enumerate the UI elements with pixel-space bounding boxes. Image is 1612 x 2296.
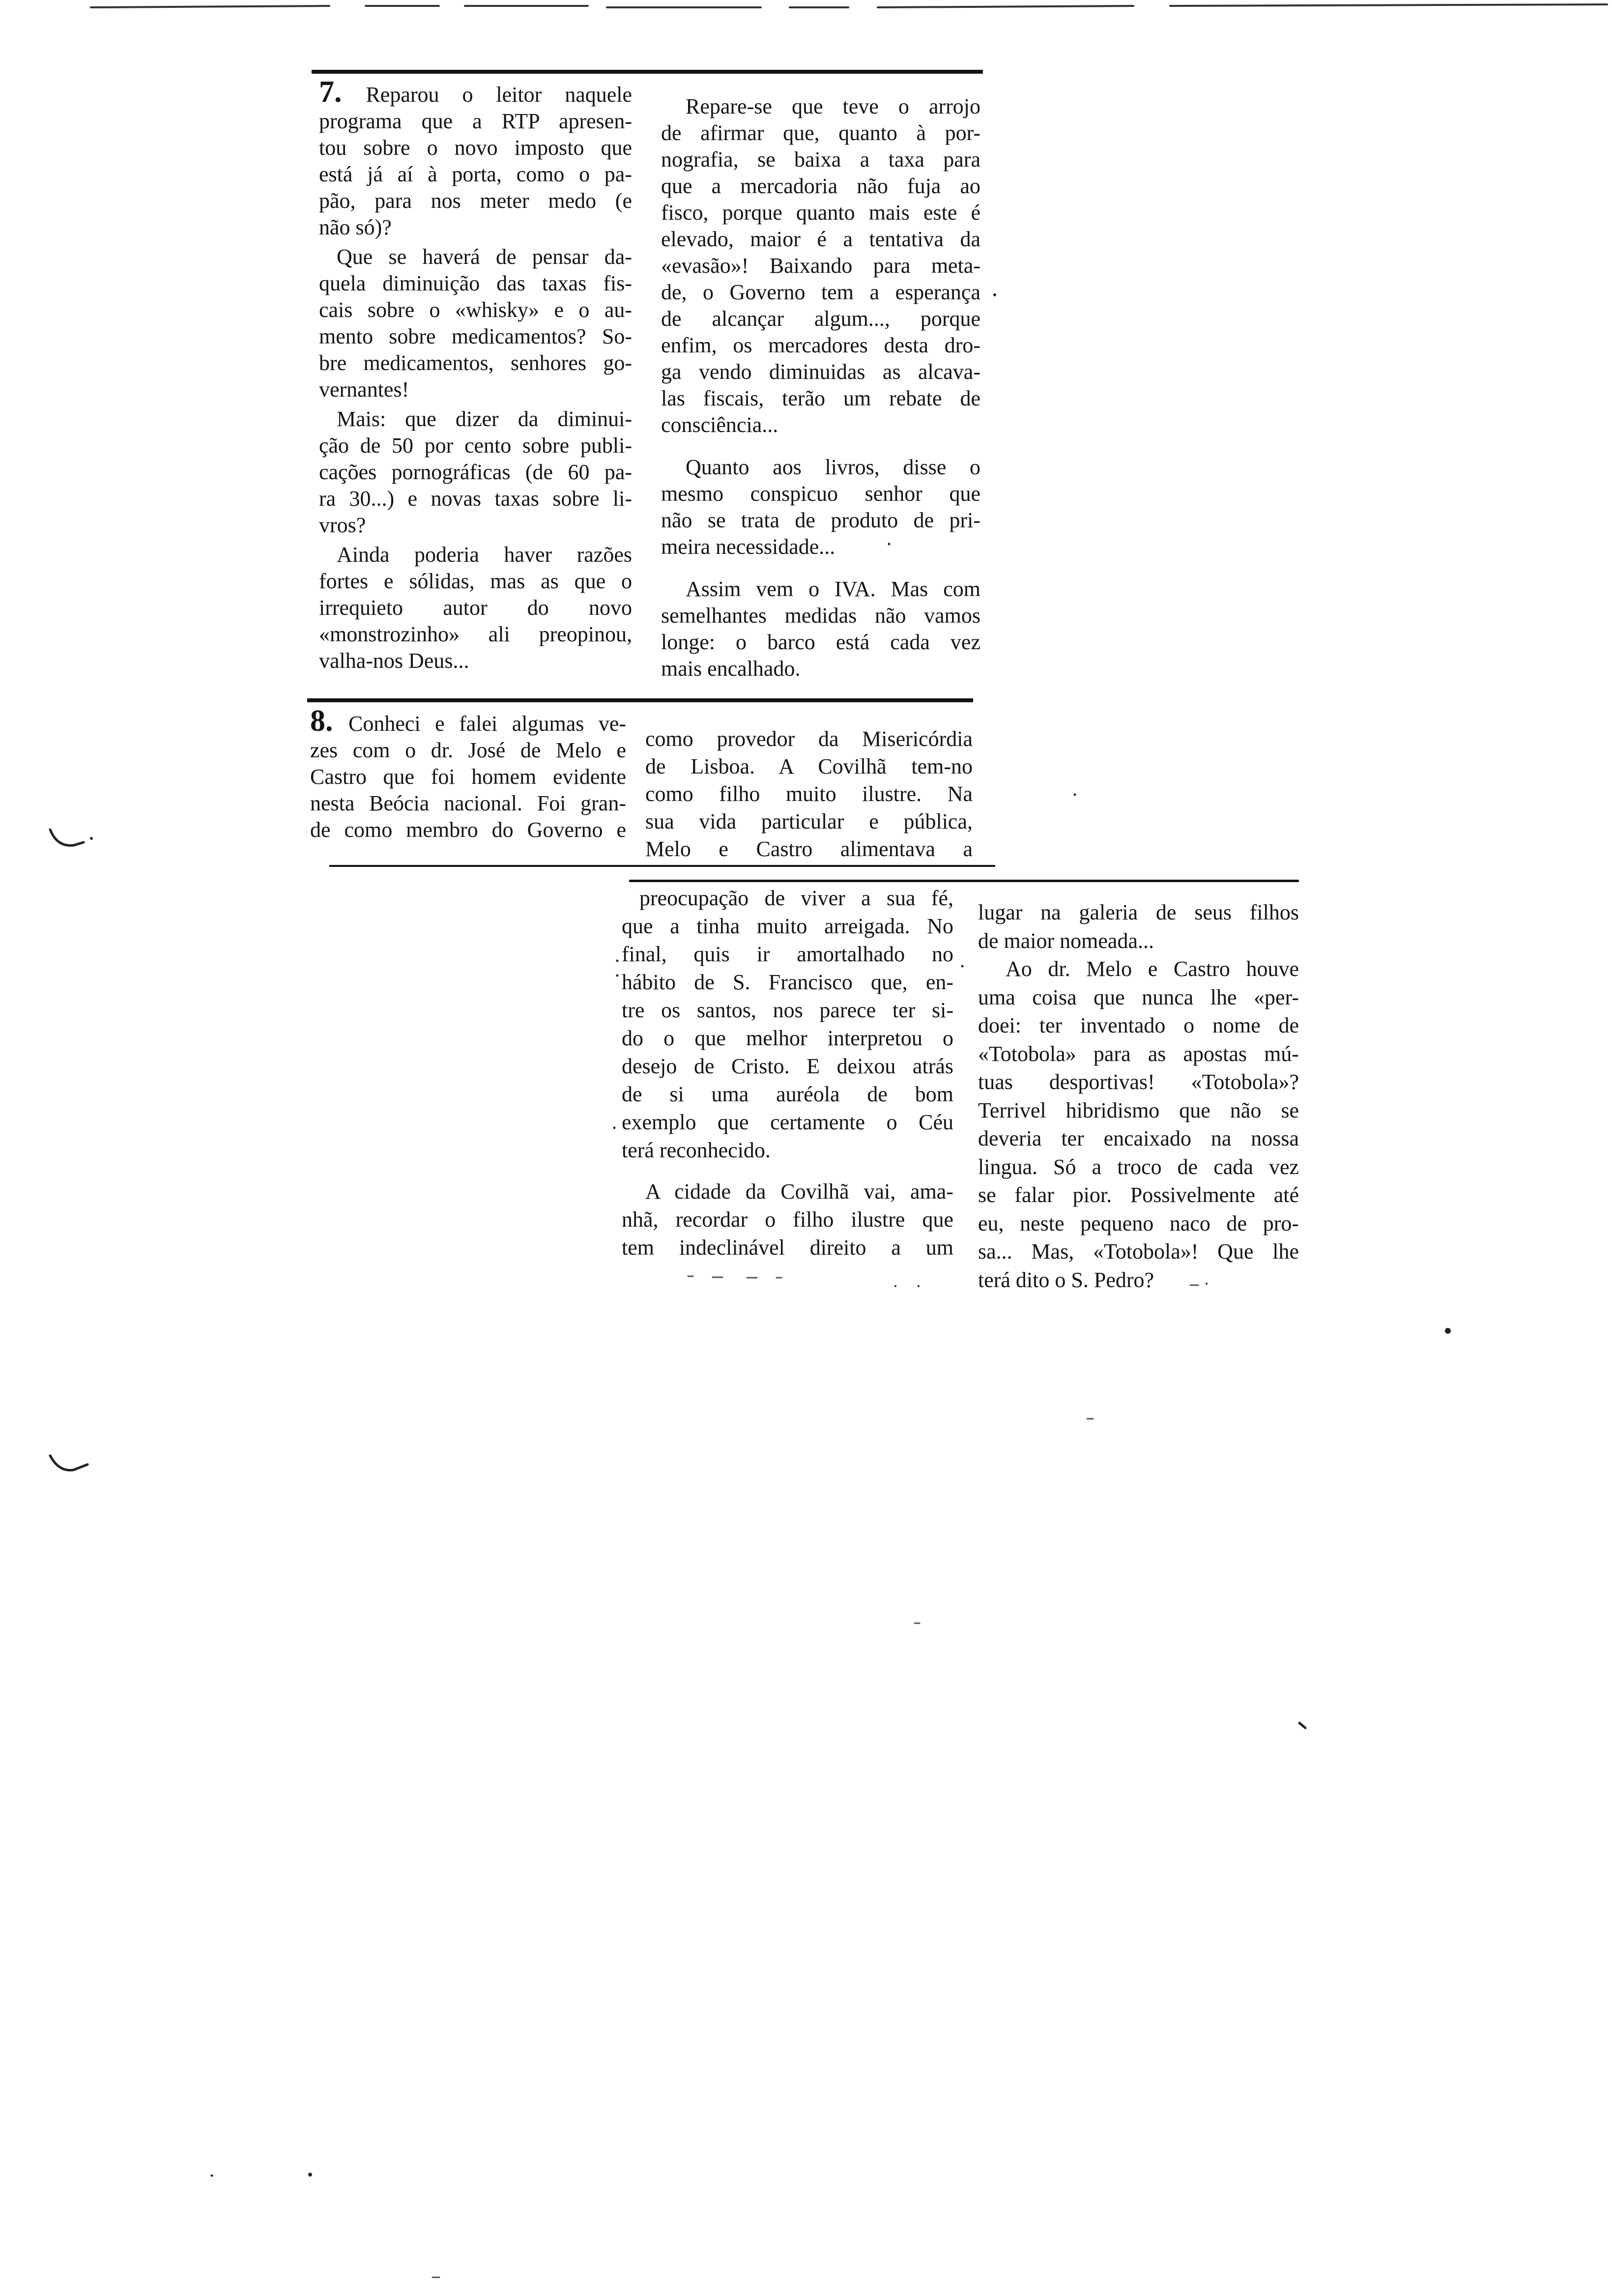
paragraph — [661, 93, 980, 438]
text-line: quela diminuição das taxas fis- — [319, 271, 632, 295]
text-line: de maior nomeada... — [978, 928, 1154, 953]
text-line: Quanto aos livros, disse o — [686, 455, 980, 479]
section-7-column-1 — [319, 75, 633, 674]
scan-speck — [1074, 794, 1076, 796]
text-line: ra 30...) e novas taxas sobre li- — [319, 487, 632, 511]
text-line: de si uma auréola de bom — [622, 1082, 953, 1106]
text-line: longe: o barco está cada vez — [661, 630, 980, 654]
text-line: está já aí à porta, como o pa- — [319, 162, 632, 186]
text-line: Castro que foi homem evidente — [310, 765, 626, 789]
section-8-column-1 — [310, 704, 627, 843]
paragraph — [622, 1177, 953, 1262]
text-line: valha-nos Deus... — [319, 649, 469, 673]
text-line: desejo de Cristo. E deixou atrás — [622, 1054, 953, 1078]
paragraph — [661, 576, 980, 682]
text-line: sa... Mas, «Totobola»! Que lhe — [978, 1239, 1299, 1263]
paragraph — [319, 406, 632, 539]
section-8-column-4 — [978, 898, 1299, 1294]
text-line: preocupação de viver a sua fé, — [639, 886, 953, 910]
text-line: doei: ter inventado o nome de — [978, 1013, 1299, 1037]
text-line: zes com o dr. José de Melo e — [310, 738, 626, 762]
text-line: vros? — [319, 513, 366, 537]
text-line: enfim, os mercadores desta dro- — [661, 333, 980, 357]
paragraph — [978, 955, 1299, 1294]
section-8-column-2 — [645, 725, 973, 863]
text-line: Assim vem o IVA. Mas com — [686, 577, 980, 601]
text-line: bre medicamentos, senhores go- — [319, 351, 632, 375]
text-line: Melo e Castro alimentava a — [645, 837, 973, 861]
text-line: cações pornográficas (de 60 pa- — [319, 460, 632, 484]
text-line: de alcançar algum..., porque — [661, 307, 980, 331]
text-line: las fiscais, terão um rebate de — [661, 386, 980, 410]
paragraph — [661, 454, 980, 560]
section-8-continuation-rule — [629, 880, 1299, 882]
section-number: 8. — [310, 704, 333, 738]
text-line: que a tinha muito arreigada. No — [622, 914, 953, 938]
text-line: cais sobre o «whisky» e o au- — [319, 298, 632, 322]
text-line: exemplo que certamente o Céu — [622, 1110, 953, 1134]
margin-curve-mark — [50, 1456, 87, 1470]
section-8-top-rule — [307, 698, 973, 702]
scan-speck — [613, 1127, 616, 1129]
paragraph — [319, 244, 632, 403]
scan-speck — [1299, 1723, 1305, 1728]
text-line: de, o Governo tem a esperança — [661, 280, 980, 304]
text-line: Que se haverá de pensar da- — [337, 245, 632, 269]
text-line: pão, para nos meter medo (e — [319, 189, 632, 213]
text-line: hábito de S. Francisco que, en- — [622, 970, 953, 994]
text-line: Terrivel hibridismo que não se — [978, 1098, 1299, 1122]
top-edge-line — [1170, 4, 1607, 6]
text-line: final, quis ir amortalhado no — [622, 942, 953, 966]
text-line — [310, 704, 627, 738]
text-line: Repare-se que teve o arrojo — [686, 94, 980, 118]
text-line: lugar na galeria de seus filhos — [978, 900, 1299, 924]
text-line: A cidade da Covilhã vai, ama- — [645, 1179, 953, 1204]
paragraph — [622, 884, 953, 1164]
text-line: uma coisa que nunca lhe «per- — [978, 985, 1299, 1009]
text-line: ga vendo diminuidas as alcava- — [661, 360, 980, 384]
scan-speck — [308, 2173, 312, 2177]
text-line: mesmo conspicuo senhor que — [661, 482, 980, 506]
section-number: 7. — [319, 75, 342, 109]
text-line: Mais: que dizer da diminui- — [337, 407, 632, 431]
text-line: deveria ter encaixado na nossa — [978, 1126, 1299, 1150]
text-line: de como membro do Governo e — [310, 818, 626, 842]
paragraph — [319, 542, 632, 674]
text-line: terá dito o S. Pedro? — [978, 1267, 1154, 1292]
scan-speck — [918, 1285, 920, 1287]
top-edge-line — [91, 6, 329, 7]
paragraph — [310, 704, 627, 843]
text-line-content: Reparou o leitor naquele — [366, 83, 633, 107]
text-line: nografia, se baixa a taxa para — [661, 147, 980, 172]
margin-curve-mark — [50, 830, 84, 845]
text-line: fisco, porque quanto mais este é — [661, 201, 980, 225]
text-line: mento sobre medicamentos? So- — [319, 324, 632, 348]
text-line: se falar pior. Possivelmente até — [978, 1183, 1299, 1207]
scan-speck — [616, 960, 619, 962]
scan-speck — [993, 293, 996, 296]
text-line: sua vida particular e pública, — [645, 809, 973, 833]
text-line: eu, neste pequeno naco de pro- — [978, 1211, 1299, 1235]
text-line: semelhantes medidas não vamos — [661, 603, 980, 628]
text-line: como filho muito ilustre. Na — [645, 782, 973, 806]
paragraph — [319, 75, 633, 241]
text-line: fortes e sólidas, mas as que o — [319, 569, 632, 593]
text-line: meira necessidade... — [661, 535, 835, 559]
section-7-top-rule — [312, 70, 983, 74]
text-line: tre os santos, nos parece ter si- — [622, 998, 953, 1022]
text-line-content: Conheci e falei algumas ve- — [348, 712, 627, 736]
text-line: vernantes! — [319, 377, 409, 402]
scan-speck — [961, 965, 964, 968]
text-line: nesta Beócia nacional. Foi gran- — [310, 791, 626, 815]
section-7-column-2 — [661, 93, 980, 682]
text-line: não só)? — [319, 215, 392, 239]
text-line: tou sobre o novo imposto que — [319, 136, 632, 160]
text-line: «monstrozinho» ali preopinou, — [319, 622, 632, 646]
scan-speck — [211, 2175, 213, 2177]
text-line: nhã, recordar o filho ilustre que — [622, 1207, 953, 1232]
text-line: que a mercadoria não fuja ao — [661, 174, 980, 198]
text-line: não se trata de produto de pri- — [661, 508, 980, 532]
text-line: Ainda poderia haver razões — [337, 543, 632, 567]
section-8-divider-rule — [329, 865, 995, 867]
text-line: consciência... — [661, 413, 778, 437]
text-line: terá reconhecido. — [622, 1138, 771, 1162]
text-line: Ao dr. Melo e Castro houve — [1006, 957, 1299, 981]
text-line: mais encalhado. — [661, 657, 801, 681]
text-line: programa que a RTP apresen- — [319, 109, 632, 133]
paragraph — [978, 898, 1299, 955]
scan-speck — [1445, 1328, 1451, 1334]
text-line: elevado, maior é a tentativa da — [661, 227, 980, 251]
text-line: «evasão»! Baixando para meta- — [661, 254, 980, 278]
text-line: irrequieto autor do novo — [319, 596, 632, 620]
text-line: «Totobola» para as apostas mú- — [978, 1041, 1299, 1066]
scan-speck — [894, 1285, 896, 1287]
text-line: do o que melhor interpretou o — [622, 1026, 953, 1050]
scan-speck — [616, 975, 619, 977]
text-line: como provedor da Misericórdia — [645, 727, 973, 751]
text-line: tem indeclinável direito a um — [622, 1235, 953, 1260]
text-line: de Lisboa. A Covilhã tem-no — [645, 754, 973, 778]
text-line: tuas desportivas! «Totobola»? — [978, 1070, 1299, 1094]
margin-dot — [90, 837, 93, 840]
paragraph — [645, 725, 973, 863]
section-8-column-3 — [622, 884, 953, 1262]
text-line: de afirmar que, quanto à por- — [661, 121, 980, 145]
top-edge-line — [878, 6, 1133, 7]
text-line: lingua. Só a troco de cada vez — [978, 1154, 1299, 1179]
text-line: ção de 50 por cento sobre publi- — [319, 433, 632, 458]
text-line — [319, 75, 633, 109]
